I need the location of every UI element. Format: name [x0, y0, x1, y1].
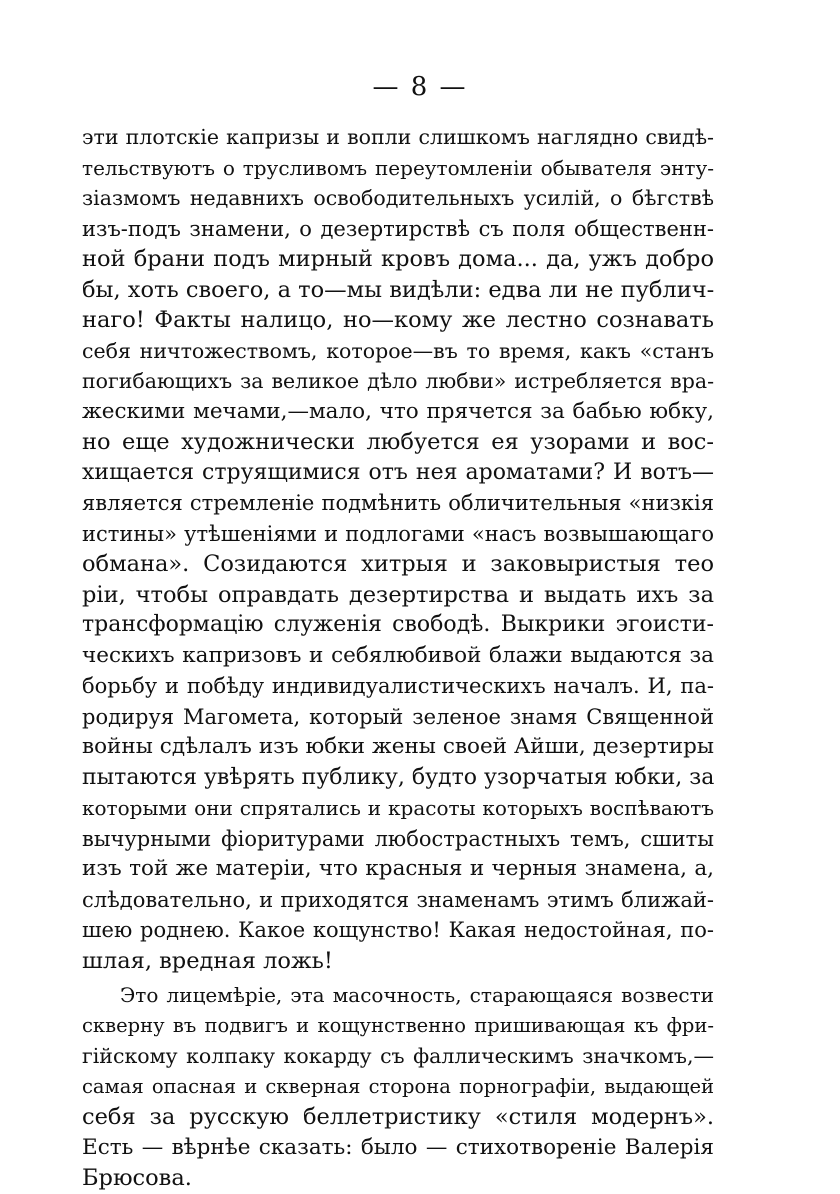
paragraph-1 [82, 122, 714, 976]
text-line: пытаются увѣрять публику, будто узорчатыя юбки, за [82, 764, 714, 790]
text-line: эти плотскіе капризы и вопли слишкомъ наглядно свидѣ- [82, 125, 714, 149]
text-line: шею роднею. Какое кощунство! Какая недостойная, по- [82, 918, 714, 942]
text-line: гійскому колпаку кокарду съ фаллическимъ значкомъ,— [82, 1044, 714, 1068]
text-line: ріи, чтобы оправдать дезертирства и выдать ихъ за [82, 581, 714, 608]
page-number: — 8 — [372, 72, 468, 102]
text-line: истины» утѣшеніями и подлогами «насъ возвышающаго [82, 521, 714, 546]
text-line: изъ-подъ знамени, о дезертирствѣ съ поля общественн- [82, 216, 714, 241]
text-line: вычурными фіоритурами любострастныхъ темъ, сшиты [82, 826, 714, 851]
text-line: ной брани подъ мирный кровъ дома... да, ужъ добро [82, 246, 714, 272]
text-line: ческихъ капризовъ и себялюбивой блажи выдаются за [82, 642, 714, 668]
paragraph-2 [82, 980, 714, 1194]
text-line: скверну въ подвигъ и кощунственно пришивающая къ фри- [82, 1013, 714, 1037]
text-line: является стремленіе подмѣнить обличительныя «низкія [82, 491, 714, 515]
text-line: самая опасная и скверная сторона порнографіи, выдающей [82, 1074, 714, 1098]
text-line: слѣдовательно, и приходятся знаменамъ этимъ ближай- [82, 887, 714, 912]
text-line: шлая, вредная ложь! [82, 947, 333, 974]
text-line: изъ той же матеріи, что красныя и черныя знамена, а, [82, 856, 714, 881]
text-line: зіазмомъ недавнихъ освободительныхъ усилій, о бѣгствѣ [82, 186, 714, 210]
text-line: Это лицемѣріе, эта масочность, старающаяся возвести [120, 983, 714, 1007]
text-line: обмана». Созидаются хитрыя и заковыристыя тео [82, 551, 714, 577]
text-line: наго! Факты налицо, но—кому же лестно сознавать [82, 307, 714, 333]
text-line: Брюсова. [82, 1165, 192, 1191]
text-line: жескими мечами,—мало, что прячется за бабью юбку, [82, 398, 714, 424]
text-line: бы, хоть своего, а то—мы видѣли: едва ли не публич- [82, 276, 714, 303]
text-line: хищается струящимися отъ нея ароматами? И вотъ— [82, 459, 714, 485]
text-line: тельствуютъ о трусливомъ переутомленіи обывателя энту- [82, 155, 714, 180]
text-line: Есть — вѣрнѣе сказать: было — стихотвореніе Валерія [82, 1134, 714, 1160]
text-line: трансформацію служенія свободѣ. Выкрики эгоисти- [82, 612, 714, 637]
text-line: себя ничтожествомъ, которое—въ то время, какъ «станъ [82, 338, 714, 363]
text-line: себя за русскую беллетристику «стиля модернъ». [82, 1104, 714, 1130]
text-line: родируя Магомета, который зеленое знамя Священной [82, 704, 714, 729]
text-line: которыми они спрятались и красоты которыхъ воспѣваютъ [82, 796, 714, 820]
text-line: но еще художнически любуется ея узорами и вос- [82, 429, 714, 455]
text-line: борьбу и побѣду индивидуалистическихъ началъ. И, па- [82, 674, 714, 698]
body-text [82, 122, 714, 1194]
text-line: погибающихъ за великое дѣло любви» истребляется вра- [82, 369, 714, 393]
text-line: войны сдѣлалъ изъ юбки жены своей Айши, дезертиры [82, 734, 714, 759]
